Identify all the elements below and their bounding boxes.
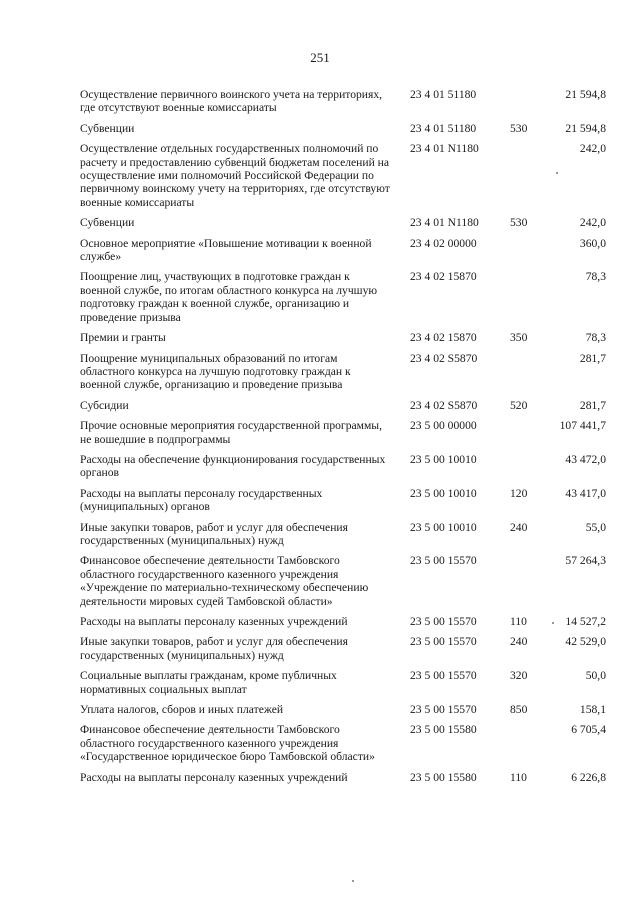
table-row [80,723,606,770]
table-row [80,554,606,615]
row-sum: 57 264,3 [565,554,606,568]
row-code: 23 5 00 15570 [410,615,477,628]
table-row [80,419,606,453]
row-sum: 14 527,2 [565,615,606,628]
row-code: 23 4 02 15870 [410,270,477,284]
row-code: 23 5 00 00000 [410,419,477,433]
row-name: Финансовое обеспечение деятельности Тамбовского областного государственного казенного учреждения «Учреждение по материально-техническому обеспечению деятельности мировых судей Тамбовской области» [80,554,369,608]
row-name: Осуществление первичного воинского учета на территориях, где отсутствуют военные комиссариаты [80,88,383,115]
row-name: Субвенции [80,216,135,230]
row-expense-type [510,419,540,453]
row-sum: 50,0 [585,669,606,683]
row-sum: 78,3 [585,331,606,345]
row-code: 23 4 02 15870 [410,331,477,345]
row-expense-type: 110 [510,770,527,784]
row-name: Социальные выплаты гражданам, кроме публичных нормативных социальных выплат [80,669,337,696]
row-name: Расходы на выплаты персоналу казенных учреждений [80,615,348,628]
row-sum: 43 472,0 [565,452,606,466]
row-expense-type [510,270,540,331]
row-name: Иные закупки товаров, работ и услуг для обеспечения государственных (муниципальных) нужд [80,635,348,662]
row-code: 23 5 00 15570 [410,635,477,649]
row-expense-type: 530 [510,216,528,230]
row-code: 23 5 00 15570 [410,554,477,568]
row-expense-type [510,723,540,770]
table-row [80,487,606,521]
row-sum: 107 441,7 [559,419,606,433]
table-row [80,399,606,419]
row-expense-type [510,453,540,487]
budget-table [80,88,606,791]
row-code: 23 4 02 S5870 [410,398,478,412]
row-code: 23 4 02 S5870 [410,351,478,365]
row-expense-type [510,554,540,615]
row-name: Осуществление отдельных государственных полномочий по расчету и предоставлению субвенций бюджетам поселений на осуществление ими полномочий Российской Федерации по первичному воинскому учету на территориях, где отсутствуют военные комиссариаты [80,142,390,209]
table-row [80,270,606,331]
row-name: Поощрение лиц, участвующих в подготовке граждан к военной службе, по итогам областного конкурса на лучшую подготовку граждан к военной службе, организацию и проведение призыва [80,270,378,324]
row-code: 23 5 00 10010 [410,452,477,466]
row-code: 23 5 00 10010 [410,486,477,500]
row-code: 23 4 01 51180 [410,88,477,101]
row-code: 23 5 00 15580 [410,723,477,737]
row-expense-type: 110 [510,615,527,628]
scan-speck [552,622,554,624]
row-name: Основное мероприятие «Повышение мотивации к военной службе» [80,236,372,264]
row-expense-type [510,142,540,216]
row-sum: 21 594,8 [565,88,606,101]
table-row [80,453,606,487]
page-number: 251 [310,50,330,65]
row-code: 23 5 00 15570 [410,703,477,717]
row-name: Расходы на обеспечение функционирования государственных органов [80,452,386,480]
table-row [80,142,606,216]
row-expense-type: 850 [510,703,528,717]
row-name: Расходы на выплаты персоналу государственных (муниципальных) органов [80,486,323,514]
row-sum: 42 529,0 [565,635,606,649]
row-sum: 6 705,4 [571,723,606,737]
row-expense-type: 120 [510,486,528,500]
row-sum: 242,0 [579,216,606,230]
row-code: 23 4 01 51180 [410,121,477,135]
row-code: 23 4 01 N1180 [410,142,479,156]
table-row [80,122,606,142]
row-name: Субвенции [80,121,135,135]
row-sum: 158,1 [579,703,606,717]
table-row [80,669,606,703]
table-row [80,88,606,122]
row-name: Финансовое обеспечение деятельности Тамбовского областного государственного казенного учреждения «Государственное юридическое бюро Тамбовской области» [80,723,375,764]
table-row [80,703,606,723]
row-code: 23 5 00 10010 [410,520,477,534]
row-code: 23 4 01 N1180 [410,216,479,230]
row-name: Уплата налогов, сборов и иных платежей [80,703,284,717]
row-sum: 55,0 [585,520,606,534]
row-name: Субсидии [80,398,129,412]
row-expense-type: 240 [510,520,528,534]
table-row [80,237,606,271]
table-row [80,521,606,555]
row-code: 23 5 00 15580 [410,770,477,784]
row-name: Иные закупки товаров, работ и услуг для обеспечения государственных (муниципальных) нужд [80,520,348,547]
table-row [80,216,606,236]
row-sum: 360,0 [579,236,606,250]
row-name: Прочие основные мероприятия государственной программы, не вошедшие в подпрограммы [80,419,382,446]
row-code: 23 5 00 15570 [410,669,477,683]
row-sum: 6 226,8 [571,770,606,784]
table-row [80,331,606,351]
row-expense-type [510,237,540,271]
table-body [80,88,606,791]
table-row [80,771,606,791]
table-row [80,615,606,635]
row-sum: 242,0 [579,142,606,156]
table-row [80,352,606,399]
scan-speck [556,172,558,174]
row-expense-type: 320 [510,669,528,683]
row-sum: 281,7 [579,398,606,412]
row-sum: 281,7 [579,351,606,365]
row-expense-type: 240 [510,635,528,649]
row-name: Премии и гранты [80,331,166,345]
row-expense-type: 350 [510,331,528,345]
row-name: Поощрение муниципальных образований по итогам областного конкурса на лучшую подготовку граждан к военной службе, организацию и проведение призыва [80,351,351,392]
row-sum: 21 594,8 [565,121,606,135]
row-expense-type [510,88,540,122]
row-expense-type [510,352,540,399]
table-row [80,635,606,669]
row-expense-type: 520 [510,398,528,412]
row-sum: 78,3 [585,270,606,284]
scan-speck [352,880,354,882]
row-name: Расходы на выплаты персоналу казенных учреждений [80,770,348,784]
row-code: 23 4 02 00000 [410,236,477,250]
row-expense-type: 530 [510,121,528,135]
row-sum: 43 417,0 [565,486,606,500]
